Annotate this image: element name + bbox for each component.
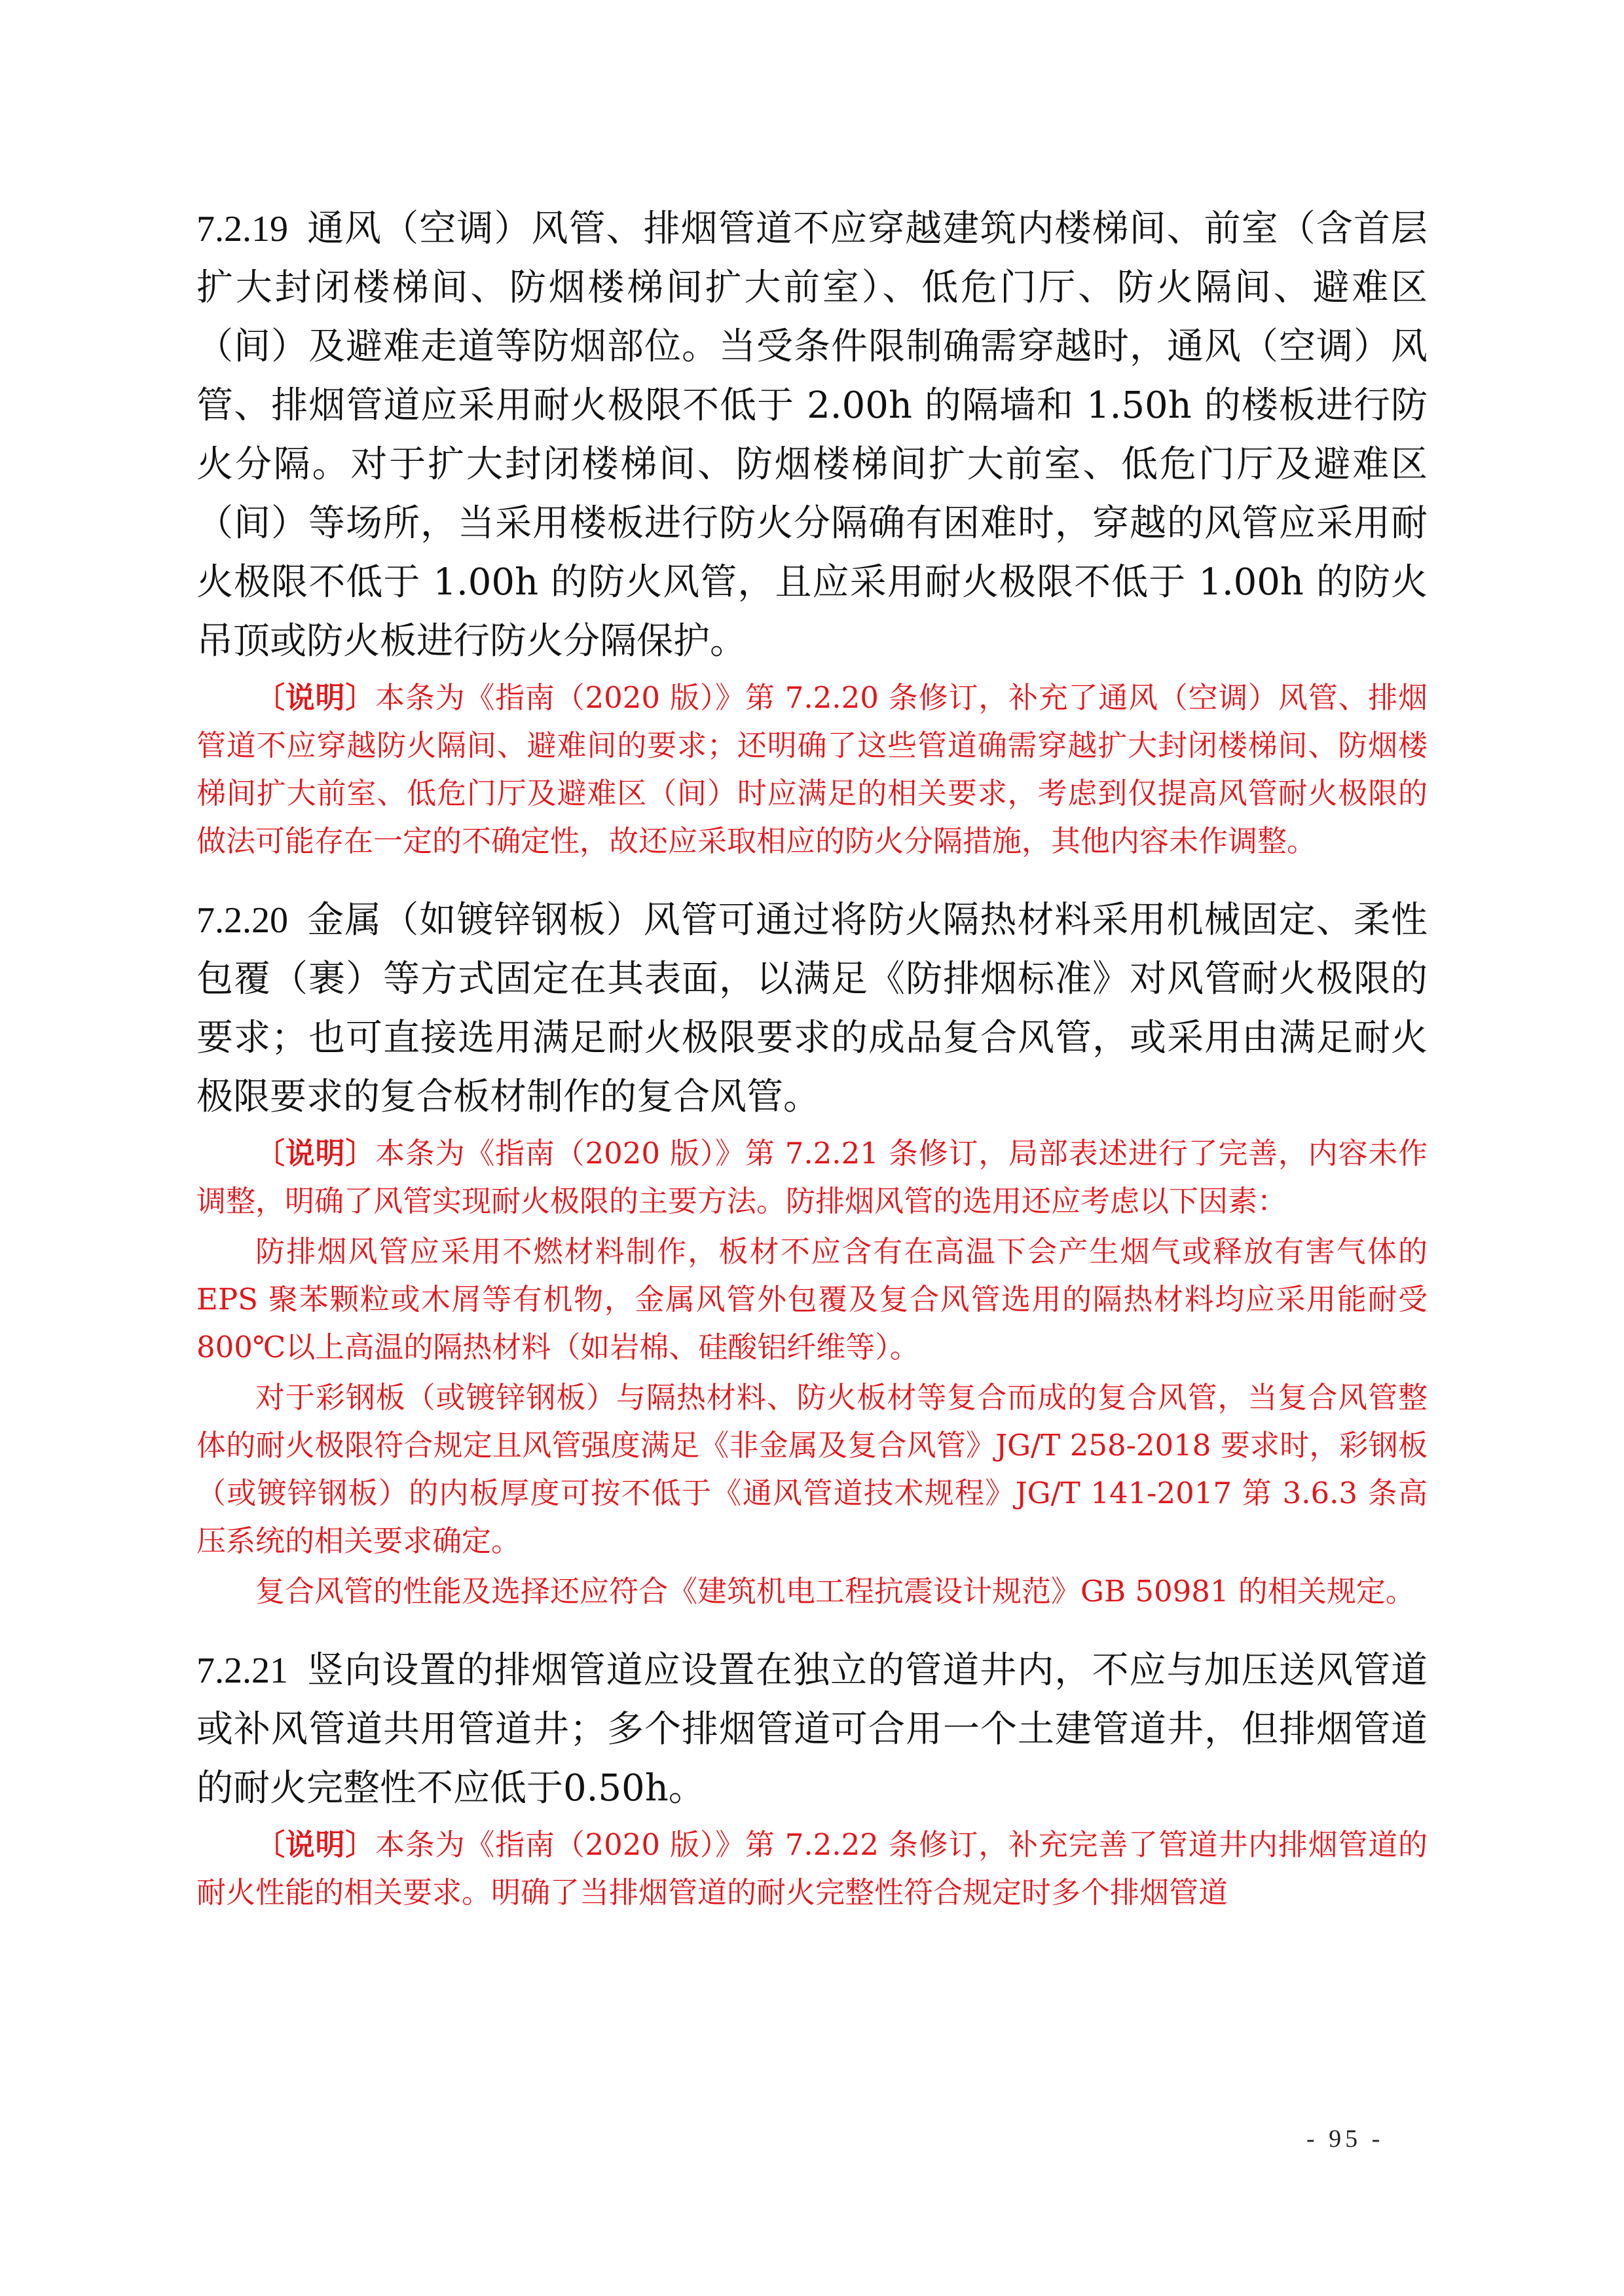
clause-7-2-20 [196, 891, 1428, 1127]
note-text: 本条为《指南（2020 版）》第 7.2.20 条修订，补充了通风（空调）风管、排烟管道不应穿越防火隔间、避难间的要求；还明确了这些管道确需穿越扩大封闭楼梯间、防烟楼梯间扩大前室、低危门厅及避难区（间）时应满足的相关要求，考虑到仅提高风管耐火极限的做法可能存在一定的不确定性，故还应采取相应的防火分隔措施，其他内容未作调整。 [196, 680, 1428, 858]
spacer [196, 865, 1428, 891]
page-number: - 95 - [1306, 2125, 1384, 2153]
page-content [196, 200, 1428, 1916]
clause-note [196, 1821, 1428, 1916]
clause-note [196, 674, 1428, 865]
clause-note [196, 1129, 1428, 1225]
note-lead: 〔说明〕 [255, 680, 376, 715]
spacer [196, 1615, 1428, 1641]
clause-text: 通风（空调）风管、排烟管道不应穿越建筑内楼梯间、前室（含首层扩大封闭楼梯间、防烟楼梯间扩大前室）、低危门厅、防火隔间、避难区（间）及避难走道等防烟部位。当受条件限制确需穿越时，通风（空调）风管、排烟管道应采用耐火极限不低于 2.00h 的隔墙和 1.50h 的楼板进行防火分隔。对于扩大封闭楼梯间、防烟楼梯间扩大前室、低危门厅及避难区（间）等场所，当采用楼板进行防火分隔确有困难时，穿越的风管应采用耐火极限不低于 1.00h 的防火风管，且应采用耐火极限不低于 1.00h 的防火吊顶或防火板进行防火分隔保护。 [196, 208, 1428, 663]
clause-text: 金属（如镀锌钢板）风管可通过将防火隔热材料采用机械固定、柔性包覆（裹）等方式固定在其表面，以满足《防排烟标准》对风管耐火极限的要求；也可直接选用满足耐火极限要求的成品复合风管，或采用由满足耐火极限要求的复合板材制作的复合风管。 [196, 899, 1428, 1118]
note-paragraph: 对于彩钢板（或镀锌钢板）与隔热材料、防火板材等复合而成的复合风管，当复合风管整体的耐火极限符合规定且风管强度满足《非金属及复合风管》JG/T 258-2018 要求时，彩钢板（或镀锌钢板）的内板厚度可按不低于《通风管道技术规程》JG/T 141-2017 第 3.6.3 条高压系统的相关要求确定。 [196, 1380, 1428, 1558]
note-text: 本条为《指南（2020 版）》第 7.2.21 条修订，局部表述进行了完善，内容未作调整，明确了风管实现耐火极限的主要方法。防排烟风管的选用还应考虑以下因素： [196, 1136, 1428, 1218]
note-text: 本条为《指南（2020 版）》第 7.2.22 条修订，补充完善了管道井内排烟管道的耐火性能的相关要求。明确了当排烟管道的耐火完整性符合规定时多个排烟管道 [196, 1827, 1428, 1910]
clause-number: 7.2.20 [196, 900, 288, 941]
note-lead: 〔说明〕 [255, 1827, 376, 1862]
clause-text: 竖向设置的排烟管道应设置在独立的管道井内，不应与加压送风管道或补风管道共用管道井；多个排烟管道可合用一个土建管道井，但排烟管道的耐火完整性不应低于0.50h。 [196, 1649, 1428, 1810]
clause-number: 7.2.19 [196, 209, 288, 249]
note-paragraph: 复合风管的性能及选择还应符合《建筑机电工程抗震设计规范》GB 50981 的相关规定。 [255, 1574, 1415, 1609]
note-paragraph: 防排烟风管应采用不燃材料制作，板材不应含有在高温下会产生烟气或释放有害气体的 EPS 聚苯颗粒或木屑等有机物，金属风管外包覆及复合风管选用的隔热材料均应采用能耐受 800℃以上高温的隔热材料（如岩棉、硅酸铝纤维等）。 [196, 1234, 1428, 1364]
clause-number: 7.2.21 [196, 1650, 288, 1691]
note-lead: 〔说明〕 [255, 1136, 376, 1171]
clause-7-2-19 [196, 200, 1428, 671]
clause-7-2-21 [196, 1641, 1428, 1818]
